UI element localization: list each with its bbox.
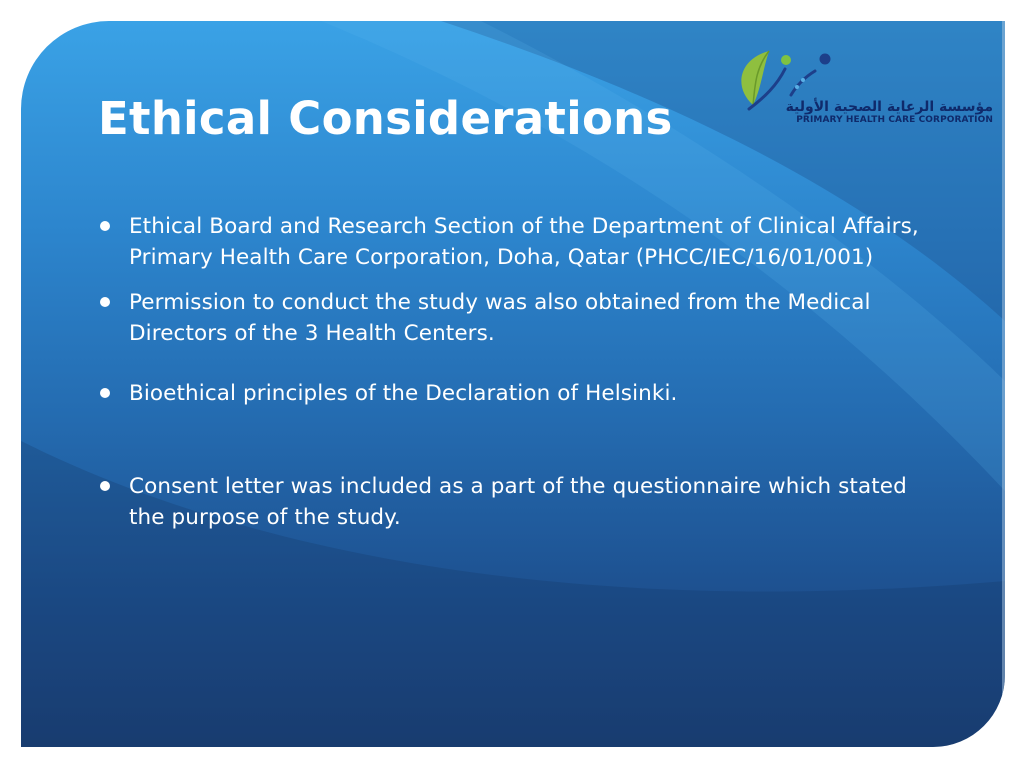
slide	[21, 21, 1005, 747]
bullet-list	[98, 211, 928, 533]
bullet-text: Consent letter was included as a part of the questionnaire which stated the purpose of the study.	[129, 474, 907, 530]
logo-english-name: PRIMARY HEALTH CARE CORPORATION	[796, 115, 993, 125]
bullet-item	[98, 471, 928, 533]
bullet-dot-icon	[100, 388, 110, 398]
logo-arabic-name: مؤسسة الرعاية الصحية الأولية	[785, 99, 993, 115]
bullet-dot-icon	[100, 221, 110, 231]
bullet-item	[98, 378, 928, 409]
bullet-dot-icon	[100, 481, 110, 491]
slide-right-edge	[1002, 21, 1005, 747]
bullet-dot-icon	[100, 297, 110, 307]
bullet-text: Ethical Board and Research Section of the Department of Clinical Affairs, Primary Health Care Corporation, Doha, Qatar (PHCC/IEC/16/01/001)	[129, 214, 919, 270]
phcc-logo	[725, 35, 993, 135]
bullet-item	[98, 287, 928, 349]
bullet-item	[98, 211, 928, 273]
bullet-text: Bioethical principles of the Declaration of Helsinki.	[129, 381, 678, 406]
slide-title: Ethical Considerations	[98, 92, 673, 145]
bullet-text: Permission to conduct the study was also obtained from the Medical Directors of the 3 Health Centers.	[129, 290, 871, 346]
